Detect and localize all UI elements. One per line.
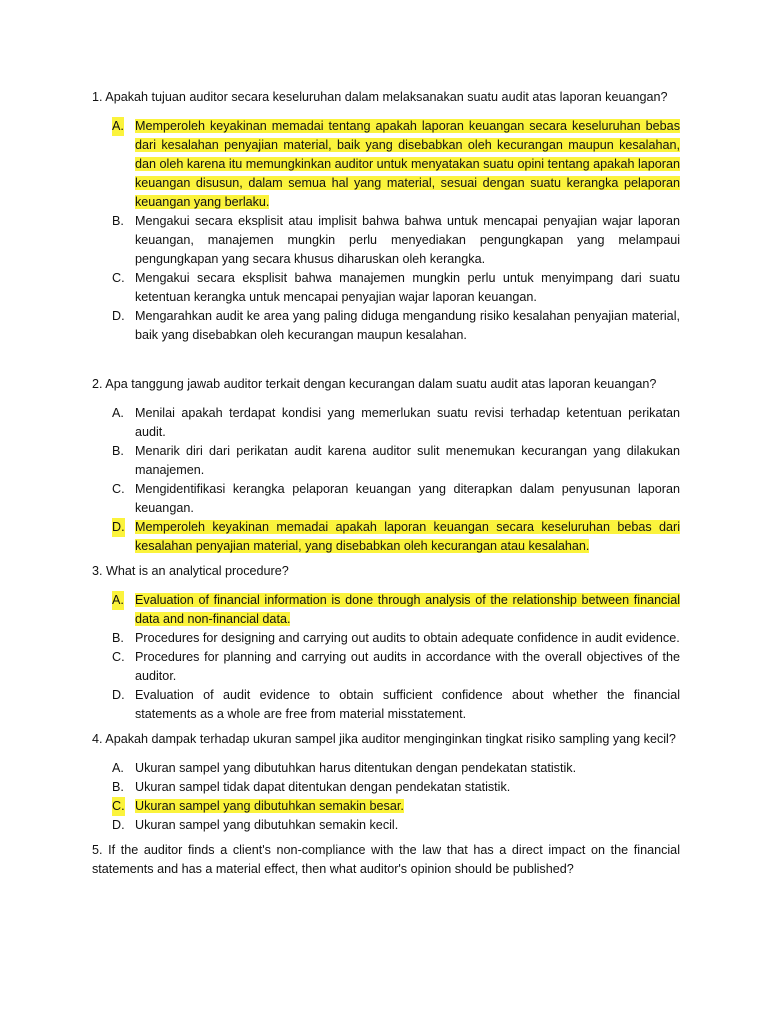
option-text: Mengarahkan audit ke area yang paling diduga mengandung risiko kesalahan penyajian material, baik yang disebabkan oleh kecurangan maupun kesalahan. bbox=[135, 309, 680, 342]
option-letter: B. bbox=[112, 780, 124, 794]
option-text: Procedures for planning and carrying out audits in accordance with the overall objectives of the auditor. bbox=[135, 650, 680, 683]
option-letter: D. bbox=[112, 309, 125, 323]
question-1: 1. Apakah tujuan auditor secara keseluruhan dalam melaksanakan suatu audit atas laporan keuangan? bbox=[92, 90, 668, 104]
option-text: Evaluation of financial information is done through analysis of the relationship between financial data and non-financial data. bbox=[135, 593, 680, 626]
option-3a bbox=[92, 591, 680, 629]
option-text: Menilai apakah terdapat kondisi yang memerlukan suatu revisi terhadap ketentuan perikatan audit. bbox=[135, 406, 680, 439]
option-letter: B. bbox=[112, 631, 124, 645]
option-text: Mengakui secara eksplisit bahwa manajemen mungkin perlu untuk menyimpang dari suatu ketentuan kerangka untuk mencapai penyajian wajar laporan keuangan. bbox=[135, 271, 680, 304]
question-1-options bbox=[92, 117, 680, 345]
question-3: 3. What is an analytical procedure? bbox=[92, 564, 289, 578]
option-letter: D. bbox=[112, 818, 125, 832]
option-letter: C. bbox=[112, 650, 125, 664]
option-text: Evaluation of audit evidence to obtain sufficient confidence about whether the financial statements as a whole are free from material misstatement. bbox=[135, 688, 680, 721]
option-text: Mengidentifikasi kerangka pelaporan keuangan yang diterapkan dalam penyusunan laporan keuangan. bbox=[135, 482, 680, 515]
option-text: Mengakui secara eksplisit atau implisit bahwa bahwa untuk mencapai penyajian wajar laporan keuangan, manajemen mungkin perlu menyediakan pengungkapan yang melampaui pengungkapan yang secara khusus diharuskan oleh kerangka. bbox=[135, 214, 680, 266]
question-2: 2. Apa tanggung jawab auditor terkait dengan kecurangan dalam suatu audit atas laporan keuangan? bbox=[92, 377, 657, 391]
option-4c bbox=[92, 797, 680, 816]
option-text: Ukuran sampel yang dibutuhkan semakin besar. bbox=[135, 799, 404, 813]
question-2-options bbox=[92, 404, 680, 556]
option-letter: D. bbox=[112, 518, 125, 537]
option-letter: A. bbox=[112, 591, 124, 610]
option-4b bbox=[92, 778, 680, 797]
option-letter: C. bbox=[112, 482, 125, 496]
option-letter: B. bbox=[112, 214, 124, 228]
question-4: 4. Apakah dampak terhadap ukuran sampel jika auditor menginginkan tingkat risiko sampling yang kecil? bbox=[92, 732, 676, 746]
option-1d bbox=[92, 307, 680, 345]
option-3b bbox=[92, 629, 680, 648]
option-1b bbox=[92, 212, 680, 269]
option-2a bbox=[92, 404, 680, 442]
option-2c bbox=[92, 480, 680, 518]
option-text: Memperoleh keyakinan memadai tentang apakah laporan keuangan secara keseluruhan bebas dari kesalahan penyajian material, baik yang disebabkan oleh kecurangan maupun kesalahan, dan oleh karena itu memungkinkan auditor untuk menyatakan suatu opini tentang apakah laporan keuangan disusun, dalam semua hal yang material, sesuai dengan suatu kerangka pelaporan keuangan yang berlaku. bbox=[135, 119, 680, 209]
option-4a bbox=[92, 759, 680, 778]
option-letter: C. bbox=[112, 271, 125, 285]
option-3c bbox=[92, 648, 680, 686]
option-text: Memperoleh keyakinan memadai apakah laporan keuangan secara keseluruhan bebas dari kesalahan penyajian material, yang disebabkan oleh kecurangan atau kesalahan. bbox=[135, 520, 680, 553]
option-text: Procedures for designing and carrying out audits to obtain adequate confidence in audit evidence. bbox=[135, 631, 680, 645]
option-1c bbox=[92, 269, 680, 307]
option-text: Ukuran sampel tidak dapat ditentukan dengan pendekatan statistik. bbox=[135, 780, 511, 794]
option-letter: C. bbox=[112, 797, 125, 816]
question-5: 5. If the auditor finds a client's non-compliance with the law that has a direct impact on the financial statements and has a material effect, then what auditor's opinion should be published? bbox=[92, 843, 680, 876]
option-3d bbox=[92, 686, 680, 724]
option-letter: A. bbox=[112, 406, 124, 420]
option-text: Ukuran sampel yang dibutuhkan harus ditentukan dengan pendekatan statistik. bbox=[135, 761, 577, 775]
option-letter: A. bbox=[112, 117, 124, 136]
option-4d bbox=[92, 816, 680, 835]
option-text: Menarik diri dari perikatan audit karena auditor sulit menemukan kecurangan yang dilakukan manajemen. bbox=[135, 444, 680, 477]
option-2b bbox=[92, 442, 680, 480]
option-text: Ukuran sampel yang dibutuhkan semakin kecil. bbox=[135, 818, 399, 832]
question-3-options bbox=[92, 591, 680, 724]
option-2d bbox=[92, 518, 680, 556]
option-letter: B. bbox=[112, 444, 124, 458]
option-letter: D. bbox=[112, 688, 125, 702]
option-letter: A. bbox=[112, 761, 124, 775]
question-4-options bbox=[92, 759, 680, 835]
option-1a bbox=[92, 117, 680, 212]
